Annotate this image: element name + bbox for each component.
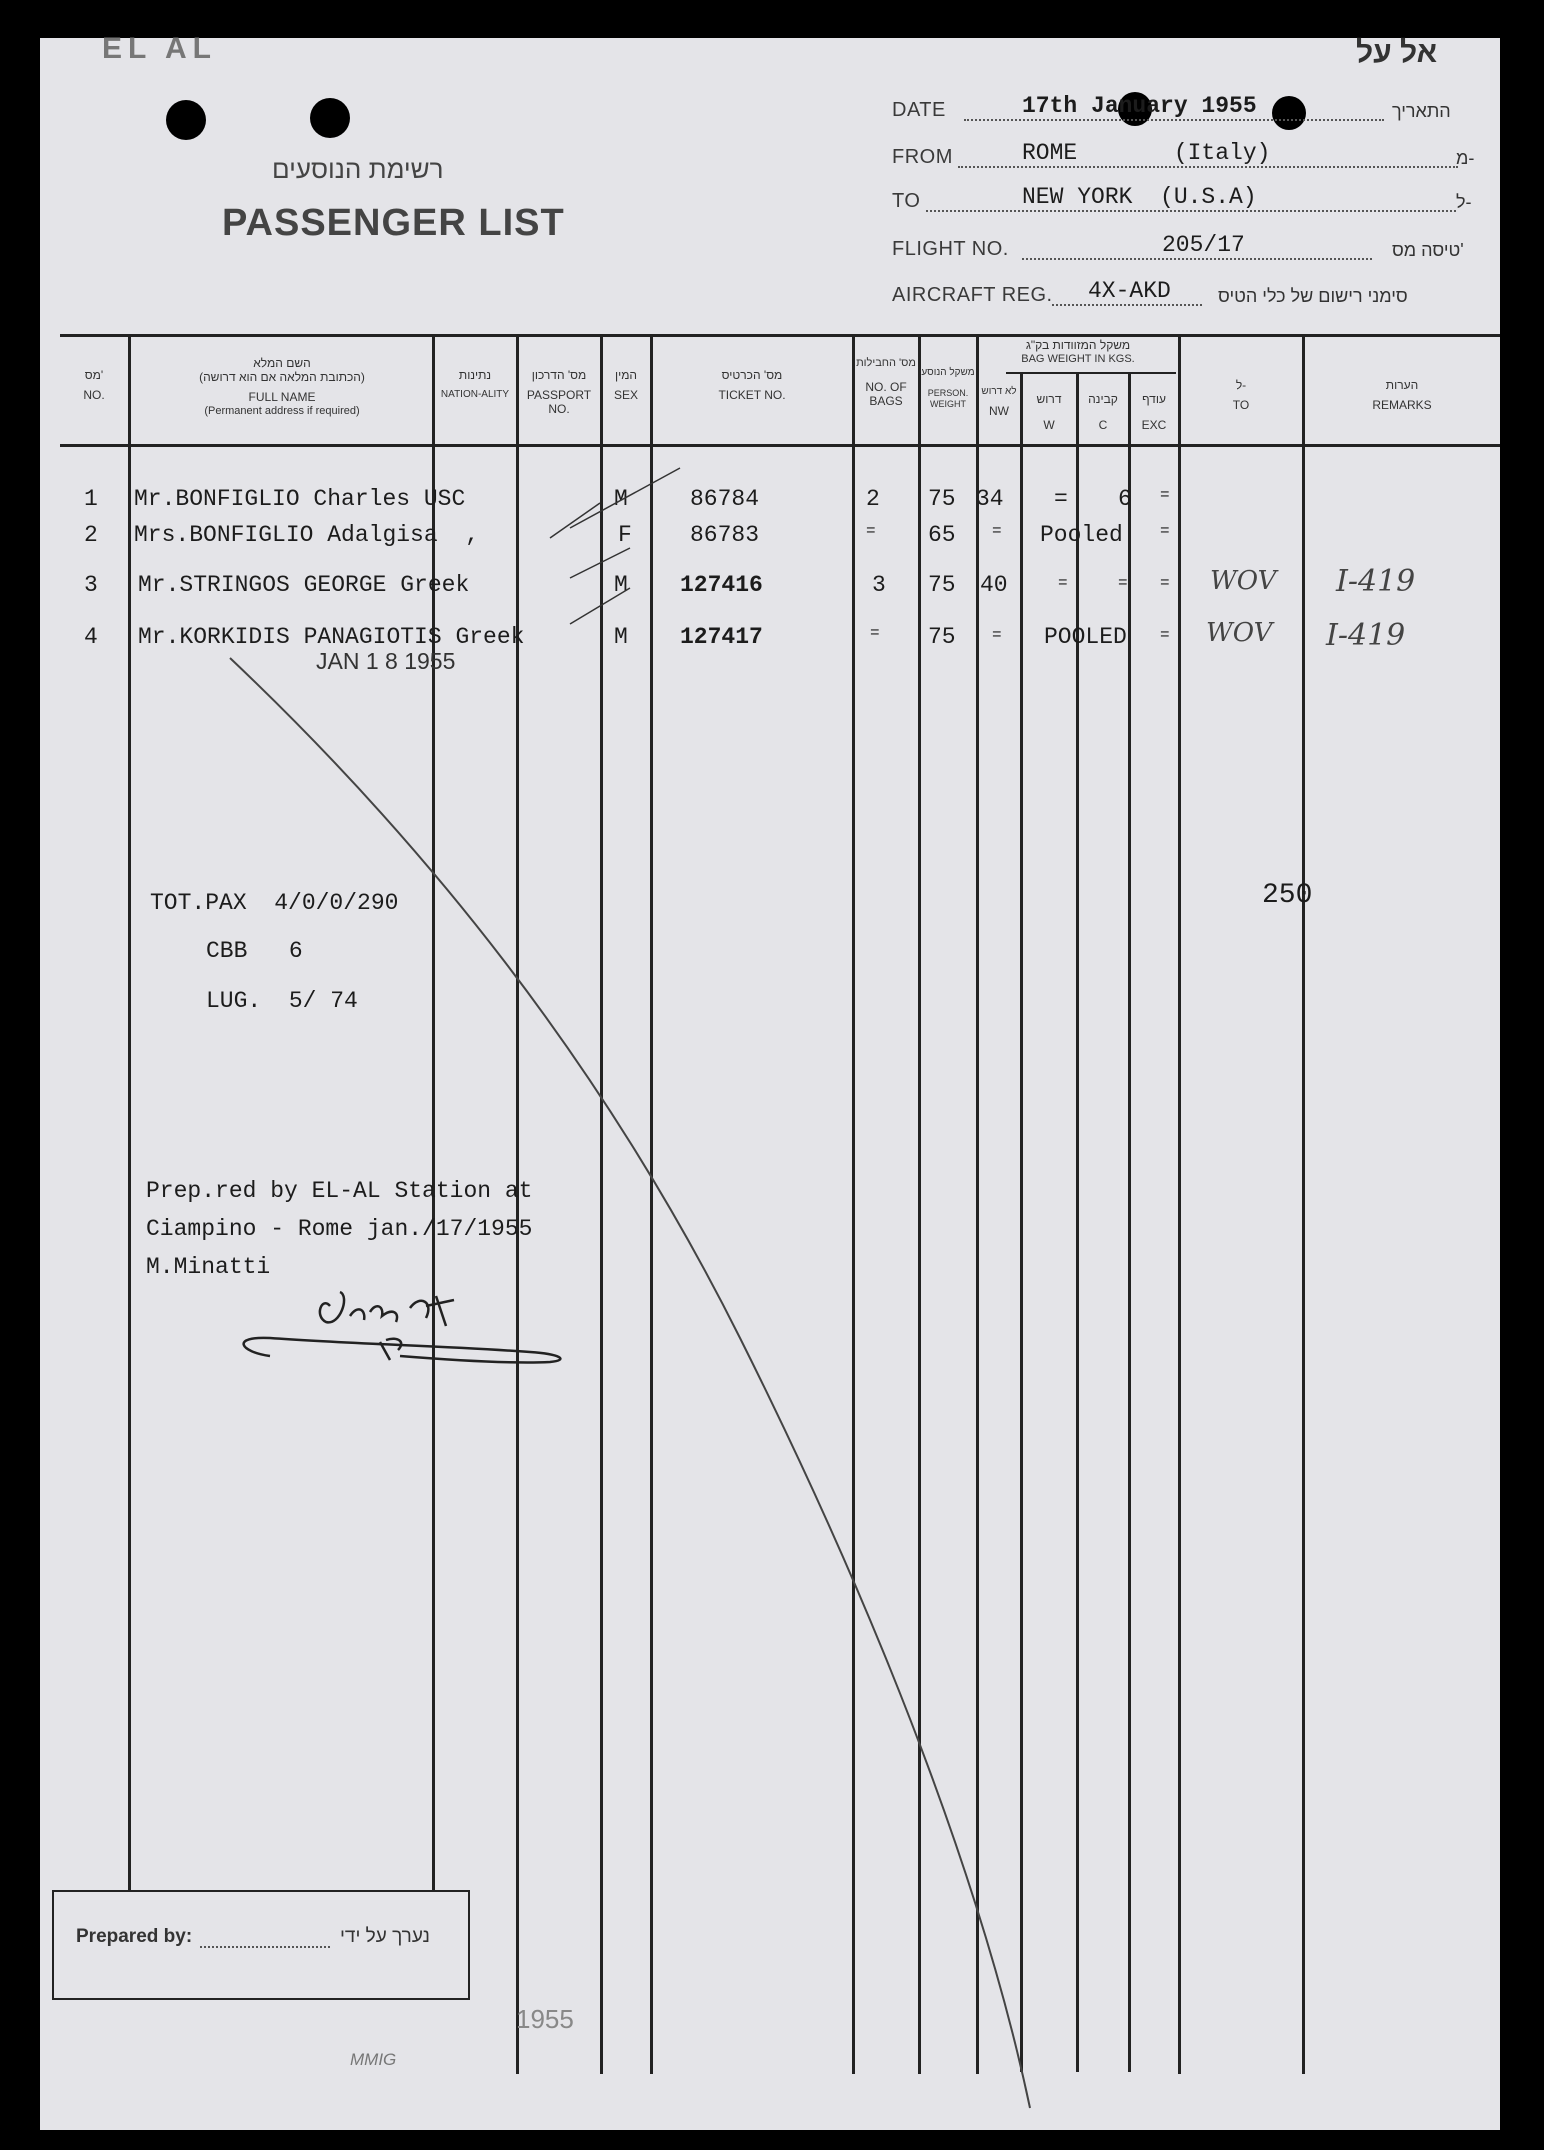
row-sex: M xyxy=(614,486,628,512)
col-header-bag-weight-he: משקל המזוודות בק"ג xyxy=(1025,338,1131,352)
col-header-ticket xyxy=(652,368,852,402)
col-header-sex-he: המין xyxy=(614,368,638,382)
from-label-he: מ- xyxy=(1456,148,1475,168)
flight-no-row xyxy=(892,232,1492,266)
row-weight: 75 xyxy=(928,486,956,512)
col-header-exc-en: EXC xyxy=(1141,418,1167,432)
row-nw: = xyxy=(992,626,1002,644)
col-header-no-he: מס' xyxy=(84,368,104,382)
prepared-note-line-2: Ciampino - Rome jan./17/1955 xyxy=(146,1216,533,1242)
flight-no-value: 205/17 xyxy=(1162,232,1245,258)
diagonal-pen-stroke xyxy=(40,38,1500,2130)
bag-weight-rule xyxy=(1006,372,1176,374)
row-to: WOV xyxy=(1210,566,1277,596)
col-header-nationality xyxy=(434,368,516,402)
col-header-weight xyxy=(920,366,976,410)
flight-no-label-he: טיסה מס' xyxy=(1392,240,1464,260)
col-header-name-he2: (הכתובת המלאה אם הוא דרושה) xyxy=(199,370,365,384)
col-header-passport-en: PASSPORT NO. xyxy=(526,388,592,416)
faded-stamp-text: MMIG xyxy=(350,2050,397,2069)
row-weight: 75 xyxy=(928,572,956,598)
col-header-remarks xyxy=(1304,378,1500,412)
row-ticket: 86783 xyxy=(690,522,760,548)
title-hebrew: רשימת הנוסעים xyxy=(272,154,444,184)
row-exc: = xyxy=(1160,486,1170,504)
col-header-bag-weight xyxy=(978,338,1178,366)
prepared-note-line-1: Prep.red by EL-AL Station at xyxy=(146,1178,533,1204)
prepared-by-label-he: נערך על ידי xyxy=(340,1926,430,1947)
date-label: DATE xyxy=(892,99,946,121)
date-label-he: התאריך xyxy=(1392,101,1451,121)
row-nw: 34 xyxy=(976,486,1004,512)
airline-mark-en: EL AL xyxy=(102,32,218,65)
row-no: 2 xyxy=(84,522,98,548)
totals-lug: LUG. 5/ 74 xyxy=(206,988,358,1014)
row-name: Mr.STRINGOS GEORGE Greek xyxy=(138,572,470,598)
prepared-note-line-3: M.Minatti xyxy=(146,1254,271,1280)
row-bags: = xyxy=(870,624,880,642)
col-header-nw-he: לא דרוש xyxy=(981,386,1017,397)
row-bags: 2 xyxy=(866,486,880,512)
date-dotted-line xyxy=(964,119,1384,121)
col-header-name-en: FULL NAME xyxy=(248,390,316,404)
row-nw: 40 xyxy=(980,572,1008,598)
col-header-passport-he: מס' הדרכון xyxy=(531,368,587,382)
aircraft-reg-value: 4X-AKD xyxy=(1088,278,1171,304)
col-header-no xyxy=(60,368,128,402)
row-c: = xyxy=(1118,574,1128,592)
col-header-nationality-en: NATION-ALITY xyxy=(440,389,510,400)
passenger-list-document xyxy=(40,32,1500,2130)
col-header-ticket-en: TICKET NO. xyxy=(718,388,786,402)
totals-cbb: CBB 6 xyxy=(206,938,303,964)
table-header-rule xyxy=(60,444,1500,447)
prepared-by-label: Prepared by: xyxy=(76,1926,193,1947)
col-header-to xyxy=(1180,378,1302,412)
row-ticket: 127417 xyxy=(680,624,763,650)
to-dotted-line xyxy=(926,210,1456,212)
from-label: FROM xyxy=(892,146,953,168)
from-dotted-line xyxy=(958,166,1458,168)
table-row xyxy=(40,564,1500,612)
page-title: PASSENGER LIST xyxy=(222,202,565,244)
row-exc: = xyxy=(1160,522,1170,540)
received-date-stamp: JAN 1 8 1955 xyxy=(316,648,456,674)
handwritten-signature xyxy=(230,1256,610,1376)
col-header-bags-en: NO. OF BAGS xyxy=(865,380,907,408)
totals-pax: TOT.PAX 4/0/0/290 xyxy=(150,890,399,916)
col-header-name xyxy=(132,356,432,418)
date-row xyxy=(892,93,1492,127)
row-sex: M xyxy=(614,572,628,598)
from-row xyxy=(892,140,1492,174)
row-weight: 75 xyxy=(928,624,956,650)
faded-stamp-year: 1955 xyxy=(516,2004,574,2034)
row-bags: = xyxy=(866,522,876,540)
row-name: Mr.BONFIGLIO Charles USC xyxy=(134,486,466,512)
to-label-he: ל- xyxy=(1456,192,1472,212)
col-header-ticket-he: מס' הכרטיס xyxy=(721,368,783,382)
col-header-name-en2: (Permanent address if required) xyxy=(204,405,360,417)
row-w: POOLED xyxy=(1044,624,1127,650)
row-name: Mr.KORKIDIS PANAGIOTIS Greek xyxy=(138,624,525,650)
row-w: Pooled xyxy=(1040,522,1123,548)
aircraft-reg-dotted-line xyxy=(1052,304,1202,306)
col-header-nw-en: NW xyxy=(989,404,1009,418)
col-header-remarks-en: REMARKS xyxy=(1372,398,1432,412)
punch-hole xyxy=(310,98,350,138)
row-name: Mrs.BONFIGLIO Adalgisa , xyxy=(134,522,480,548)
table-row xyxy=(40,522,1500,556)
airline-mark-he: אל על xyxy=(1356,36,1438,69)
row-no: 4 xyxy=(84,624,98,650)
col-header-sex-en: SEX xyxy=(613,388,638,402)
table-top-rule xyxy=(60,334,1500,337)
col-header-no-en: NO. xyxy=(83,388,105,402)
to-value: NEW YORK (U.S.A) xyxy=(1022,184,1257,210)
row-c: 6 xyxy=(1118,486,1132,512)
col-header-c xyxy=(1078,392,1128,432)
prepared-by-dotted-line xyxy=(200,1946,330,1948)
row-exc: = xyxy=(1160,574,1170,592)
row-exc: = xyxy=(1160,626,1170,644)
row-remarks: I-419 xyxy=(1326,618,1406,653)
punch-hole xyxy=(166,100,206,140)
row-w: = xyxy=(1058,574,1068,592)
col-header-to-he: ל- xyxy=(1235,378,1247,392)
col-header-weight-en: PERSON. WEIGHT xyxy=(927,388,969,409)
from-value: ROME (Italy) xyxy=(1022,140,1271,166)
col-header-nw xyxy=(978,386,1020,418)
table-row xyxy=(40,618,1500,664)
row-sex: F xyxy=(618,522,632,548)
row-w: = xyxy=(1054,486,1068,512)
to-label: TO xyxy=(892,190,921,212)
prepared-by-box xyxy=(52,1890,470,2000)
col-header-bags-he: מס' החבילות xyxy=(856,357,916,369)
row-to: WOV xyxy=(1206,618,1273,648)
col-header-w-en: W xyxy=(1043,418,1055,432)
col-header-name-he: השם המלא xyxy=(253,356,311,370)
row-bags: 3 xyxy=(872,572,886,598)
col-header-sex xyxy=(602,368,650,402)
row-no: 1 xyxy=(84,486,98,512)
aircraft-reg-label: AIRCRAFT REG. xyxy=(892,284,1053,306)
col-header-exc xyxy=(1130,392,1178,432)
date-value: 17th January 1955 xyxy=(1022,93,1257,119)
row-remarks: I-419 xyxy=(1336,564,1416,599)
row-weight: 65 xyxy=(928,522,956,548)
col-header-nationality-he: נתינות xyxy=(458,368,492,382)
col-header-passport xyxy=(518,368,600,416)
passport-check-marks xyxy=(510,448,690,648)
totals-to-value: 250 xyxy=(1262,880,1313,911)
flight-no-dotted-line xyxy=(1022,258,1372,260)
col-header-weight-he: משקל הנוסע xyxy=(921,367,975,378)
row-ticket: 127416 xyxy=(680,572,763,598)
aircraft-reg-row xyxy=(892,278,1492,312)
col-header-w-he: דרוש xyxy=(1036,392,1062,406)
col-header-bag-weight-en: BAG WEIGHT IN KGS. xyxy=(1021,353,1135,365)
row-ticket: 86784 xyxy=(690,486,760,512)
flight-no-label: FLIGHT NO. xyxy=(892,238,1009,260)
col-header-exc-he: עודף xyxy=(1142,392,1166,406)
col-header-to-en: TO xyxy=(1232,398,1250,412)
aircraft-reg-label-he: סימני רישום של כלי הטיס xyxy=(1218,286,1408,306)
col-header-remarks-he: הערות xyxy=(1385,378,1419,392)
col-header-w xyxy=(1022,392,1076,432)
row-sex: M xyxy=(614,624,628,650)
col-header-bags xyxy=(854,356,918,408)
col-header-c-en: C xyxy=(1098,418,1108,432)
row-no: 3 xyxy=(84,572,98,598)
table-row xyxy=(40,486,1500,520)
row-nw: = xyxy=(992,522,1002,540)
to-row xyxy=(892,184,1492,218)
col-header-c-he: קבינה xyxy=(1088,392,1118,406)
